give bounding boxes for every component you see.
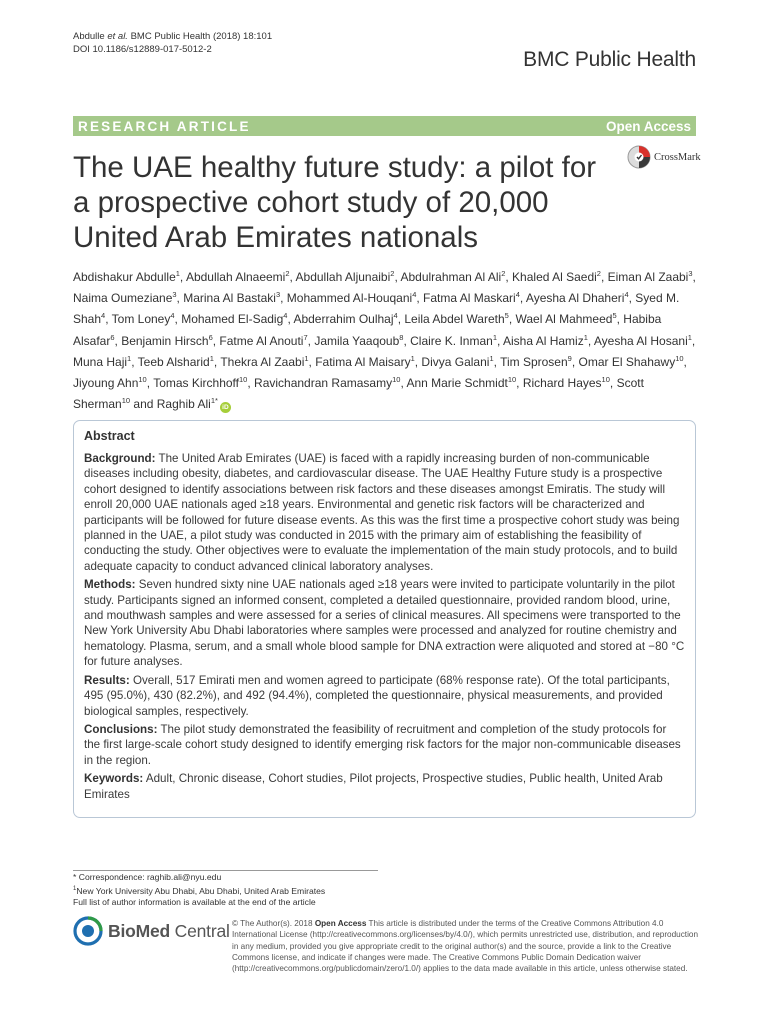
footnotes <box>73 872 325 909</box>
author-affiliation: 1 <box>583 332 588 342</box>
author-name[interactable] <box>121 334 213 348</box>
author-affiliation: 4 <box>283 311 288 321</box>
author-name-text: Ayesha Al Hosani <box>593 333 688 348</box>
author-name[interactable] <box>512 270 601 284</box>
author-name-text: Ayesha Al Dhaheri <box>525 291 625 306</box>
license-text <box>232 918 700 974</box>
author-name-text: Khaled Al Saedi <box>512 270 597 284</box>
author-affiliation: 6 <box>110 332 115 342</box>
abstract-conclusions <box>84 722 685 768</box>
author-affiliation: 10 <box>601 375 610 385</box>
author-affiliation: 2 <box>390 269 395 278</box>
author-name-text: Abdullah Alnaeemi <box>185 270 286 284</box>
author-affiliation: 1 <box>492 332 497 342</box>
author-affiliation: 3 <box>688 269 693 278</box>
author-affiliation: 1* <box>210 396 218 406</box>
article-title: The UAE healthy future study: a pilot for a prospective cohort study of 20,000 United Arab Emirates nationals <box>73 151 597 254</box>
author-name[interactable] <box>526 291 629 305</box>
author-name-text: Jamila Yaaqoub <box>314 333 400 348</box>
section-label: Conclusions: <box>84 722 158 736</box>
author-name-text: Jiyoung Ahn <box>73 376 139 391</box>
author-affiliation: 2 <box>501 269 506 278</box>
author-name-text: Ann Marie Schmidt <box>406 376 508 391</box>
author-affiliation: 1 <box>209 353 214 363</box>
author-affiliation: 5 <box>612 311 617 321</box>
author-affiliation: 10 <box>507 375 517 385</box>
author-affiliation: 7 <box>303 332 308 342</box>
author-name-text: Fatima Al Maisary <box>315 354 411 369</box>
author-info-note: Full list of author information is available at the end of the article <box>73 897 316 908</box>
abstract-methods <box>84 577 685 669</box>
author-name[interactable] <box>516 312 617 326</box>
author-name-text: Abderrahim Oulhaj <box>293 312 394 327</box>
section-label: Keywords: <box>84 772 144 786</box>
citation-header <box>73 30 272 56</box>
author-affiliation: 10 <box>675 353 684 363</box>
affiliation-number: 1 <box>73 885 77 892</box>
author-name-text: Tom Loney <box>111 312 171 327</box>
section-label: Background: <box>84 452 156 465</box>
author-affiliation: 2 <box>596 269 601 278</box>
section-text: The pilot study demonstrated the feasibility of recruitment and completion of the study protocols for the first large-scale cohort study designed to identify emerging risk factors for the major non-communicable diseases in the region. <box>84 722 681 767</box>
author-name-text: Claire K. Inman <box>410 333 493 348</box>
author-name-text: Tomas Kirchhoff <box>153 376 240 391</box>
author-affiliation: 4 <box>170 311 175 321</box>
author-name[interactable] <box>73 355 131 369</box>
abstract-heading: Abstract <box>84 429 135 443</box>
orcid-icon[interactable]: iD <box>220 402 231 413</box>
author-affiliation: 8 <box>399 332 404 342</box>
author-name-text: Benjamin Hirsch <box>121 333 209 348</box>
citation-etal: et al. <box>107 31 128 42</box>
author-affiliation: 4 <box>393 311 398 321</box>
author-name[interactable] <box>112 312 175 326</box>
crossmark-button[interactable] <box>627 145 701 169</box>
author-name[interactable] <box>314 334 403 348</box>
author-affiliation: 1 <box>175 269 180 278</box>
author-affiliation: 1 <box>410 353 415 363</box>
abstract-results <box>84 673 685 719</box>
author-name[interactable] <box>254 376 400 390</box>
publisher-name-bold: BioMed <box>108 920 170 941</box>
open-access-label: Open Access <box>605 118 691 134</box>
citation-journal: BMC Public Health (2018) 18:101 <box>130 31 273 42</box>
license-open-access: Open Access <box>314 919 367 928</box>
abstract-box <box>73 420 696 818</box>
author-name[interactable] <box>73 270 180 284</box>
license-prefix: © The Author(s). 2018 <box>232 919 315 928</box>
publisher-name <box>108 921 230 942</box>
author-name-text: Richard Hayes <box>522 376 602 391</box>
article-type-band <box>73 116 696 136</box>
author-name[interactable] <box>181 312 287 326</box>
author-name-text: Abdulrahman Al Ali <box>400 270 502 284</box>
author-name-text: Omar El Shahawy <box>578 354 676 369</box>
author-affiliation: 1 <box>687 332 692 342</box>
author-name[interactable] <box>594 334 692 348</box>
author-affiliation: 4 <box>624 290 629 300</box>
author-name-text: Fatma Al Maskari <box>423 291 516 306</box>
author-name-text: Thekra Al Zaabi <box>220 354 305 369</box>
publisher-logo[interactable] <box>73 916 230 946</box>
author-name-text: Naima Oumeziane <box>73 291 173 306</box>
author-affiliation: 4 <box>515 290 520 300</box>
section-text: The United Arab Emirates (UAE) is faced with a rapidly increasing burden of non-communicable diseases including obesity, diabetes, and cardiovascular disease. The UAE Healthy Future study is a prospective cohort designed to identify associations between risk factors and these diseases amongst Emiratis. The study will enroll 20,000 UAE nationals aged ≥18 years. Environmental and genetic risk factors will be characterized and participants will be followed for future disease events. As this was the first time a prospective cohort study was being planned in the UAE, a pilot study was conducted in 2015 with the primary aim of establishing the feasibility of conducting the study. Other objectives were to evaluate the implementation of the main study protocols, and to build adequate capacity to conduct advanced clinical laboratory analyses. <box>84 452 680 573</box>
author-name[interactable] <box>500 355 572 369</box>
author-name-text: Wael Al Mahmeed <box>515 312 613 327</box>
author-name[interactable] <box>315 355 415 369</box>
author-name-text: Fatme Al Anouti <box>219 333 304 348</box>
author-name[interactable] <box>73 291 177 305</box>
author-name[interactable] <box>423 291 520 305</box>
author-name-text: Abdishakur Abdulle <box>73 270 176 284</box>
author-name[interactable] <box>608 270 693 284</box>
author-affiliation: 4 <box>101 311 106 321</box>
author-name[interactable] <box>406 376 516 390</box>
author-name[interactable] <box>293 312 397 326</box>
author-conjunction: and <box>133 397 154 412</box>
journal-brand: BMC Public Health <box>523 48 696 71</box>
author-name-text: Tim Sprosen <box>500 354 568 369</box>
citation-authors: Abdulle <box>73 31 105 42</box>
author-affiliation: 4 <box>412 290 417 300</box>
author-name[interactable] <box>404 312 508 326</box>
author-name-text: Habiba Alsafar <box>73 312 662 348</box>
author-name[interactable] <box>503 334 588 348</box>
author-affiliation: 10 <box>121 396 131 406</box>
author-name[interactable] <box>183 291 280 305</box>
author-list: Abdishakur Abdulle$^1$, Abdullah Alnaeemi$^2$, Abdullah Aljunaibi$^2$, Abdulrahman Al Ali$^2$, Khaled Al Saedi$^2$, Eiman Al Zaabi$^3$, Naima Oumeziane$^3$, Marina Al Bastaki$^3$, Mohammed Al-Houqani$^4$, Fatma Al Maskari$^4$, Ayesha Al Dhaheri$^4$, Syed M. Shah$^4$, Tom Loney$^4$, Mohamed El-Sadig$^4$, Abderrahim Oulhaj$^4$, Leila Abdel Wareth$^5$, Wael Al Mahmeed$^5$, Habiba Alsafar$^6$, Benjamin Hirsch$^6$, Fatme Al Anouti$^7$, Jamila Yaaqoub$^8$, Claire K. Inman$^1$, Aisha Al Hamiz$^1$, Ayesha Al Hosani$^1$, Muna Haji$^1$, Teeb Alsharid$^1$, Thekra Al Zaabi$^1$, Fatima Al Maisary$^1$, Divya Galani$^1$, Tim Sprosen$^9$, Omar El Shahawy$^{10}$, Jiyoung Ahn$^{10}$, Tomas Kirchhoff$^{10}$, Ravichandran Ramasamy$^{10}$, Ann Marie Schmidt$^{10}$, Richard Hayes$^{10}$, Scott Sherman$^{10}$ and Raghib Ali$^{1*}$iD <box>73 269 696 412</box>
author-affiliation: 1 <box>489 353 494 363</box>
author-name-text: Teeb Alsharid <box>137 354 210 369</box>
author-name-text: Raghib Ali <box>156 397 211 412</box>
author-name-text: Leila Abdel Wareth <box>404 312 505 327</box>
abstract-keywords <box>84 771 685 802</box>
author-name[interactable] <box>287 291 417 305</box>
biomed-central-logo-icon <box>73 916 103 946</box>
author-name-text: Aisha Al Hamiz <box>503 333 584 348</box>
author-name[interactable] <box>579 355 684 369</box>
author-name[interactable] <box>73 376 147 390</box>
author-name-text: Mohammed Al-Houqani <box>286 291 413 306</box>
crossmark-icon <box>627 145 651 169</box>
affiliation-text: New York University Abu Dhabi, Abu Dhabi, United Arab Emirates <box>76 885 326 896</box>
author-affiliation: 1 <box>127 353 132 363</box>
author-name[interactable] <box>400 270 505 284</box>
author-name-text: Mohamed El-Sadig <box>181 312 284 327</box>
author-name[interactable] <box>220 355 308 369</box>
author-affiliation: 1 <box>304 353 309 363</box>
author-affiliation: 10 <box>138 375 147 385</box>
author-name[interactable] <box>296 270 395 284</box>
author-affiliation: 3 <box>172 290 177 300</box>
section-label: Results: <box>84 673 130 687</box>
section-text: Seven hundred sixty nine UAE nationals aged ≥18 years were invited to participate voluntarily in the pilot study. Participants signed an informed consent, completed a detailed questionnaire, provided random blood, urine, and mouthwash samples and were assessed for a series of clinical measures. All specimens were transported to the New York University Abu Dhabi laboratories where samples were processed and analyzed for routine chemistry and hematology. Plasma, serum, and a small whole blood sample for DNA extraction were aliquoted and stored at −80 °C for future analyses. <box>84 578 685 669</box>
section-label: Methods: <box>84 578 136 592</box>
author-name-text: Marina Al Bastaki <box>183 291 276 306</box>
author-affiliation: 9 <box>567 353 572 363</box>
author-name-text: Eiman Al Zaabi <box>607 270 689 284</box>
author-name[interactable] <box>219 334 307 348</box>
author-affiliation: 6 <box>208 332 213 342</box>
correspondence-note[interactable]: * Correspondence: raghib.ali@nyu.edu <box>73 872 222 882</box>
crossmark-label: CrossMark <box>654 151 701 163</box>
footnote-divider <box>73 870 378 871</box>
section-text: Adult, Chronic disease, Cohort studies, Pilot projects, Prospective studies, Public health, United Arab Emirates <box>84 772 663 801</box>
section-text: Overall, 517 Emirati men and women agreed to participate (68% response rate). Of the total participants, 495 (95.0%), 430 (82.2%), and 492 (94.4%), completed the questionnaire, physical measurements, and provided biological samples, respectively. <box>84 673 670 718</box>
author-name[interactable] <box>138 355 214 369</box>
author-affiliation: 3 <box>275 290 281 300</box>
author-affiliation: 5 <box>504 311 509 321</box>
author-name-text: Scott Sherman <box>73 376 644 412</box>
author-name[interactable] <box>410 334 497 348</box>
author-name-text: Abdullah Aljunaibi <box>295 270 391 284</box>
doi-link[interactable]: DOI 10.1186/s12889-017-5012-2 <box>73 44 212 55</box>
author-name-text: Ravichandran Ramasamy <box>254 376 393 391</box>
author-name[interactable] <box>421 355 493 369</box>
publisher-name-rest: Central <box>170 920 230 941</box>
affiliation-note <box>73 884 325 897</box>
license-body: This article is distributed under the terms of the Creative Commons Attribution 4.0 International License (http://creativecommons.org/licenses/by/4.0/), which permits unrestricted use, distribution, and reproduction in any medium, provided you give appropriate credit to the original author(s) and the source, provide a link to the Creative Commons license, and indicate if changes were made. The Creative Commons Public Domain Dedication waiver (http://creativecommons.org/publicdomain/zero/1.0/) applies to the data made available in this article, unless otherwise stated. <box>232 919 699 974</box>
author-name[interactable] <box>523 376 610 390</box>
author-name[interactable] <box>186 270 290 284</box>
author-name[interactable] <box>153 376 247 390</box>
author-name-text: Divya Galani <box>421 354 490 369</box>
author-affiliation: 10 <box>392 375 401 385</box>
author-affiliation: 2 <box>285 269 290 278</box>
author-name[interactable] <box>157 397 218 411</box>
abstract-background <box>84 451 685 574</box>
author-affiliation: 10 <box>239 375 248 385</box>
article-type-label: RESEARCH ARTICLE <box>78 118 251 134</box>
author-name-text: Muna Haji <box>73 354 128 369</box>
author-name-text: Syed M. Shah <box>73 291 680 327</box>
